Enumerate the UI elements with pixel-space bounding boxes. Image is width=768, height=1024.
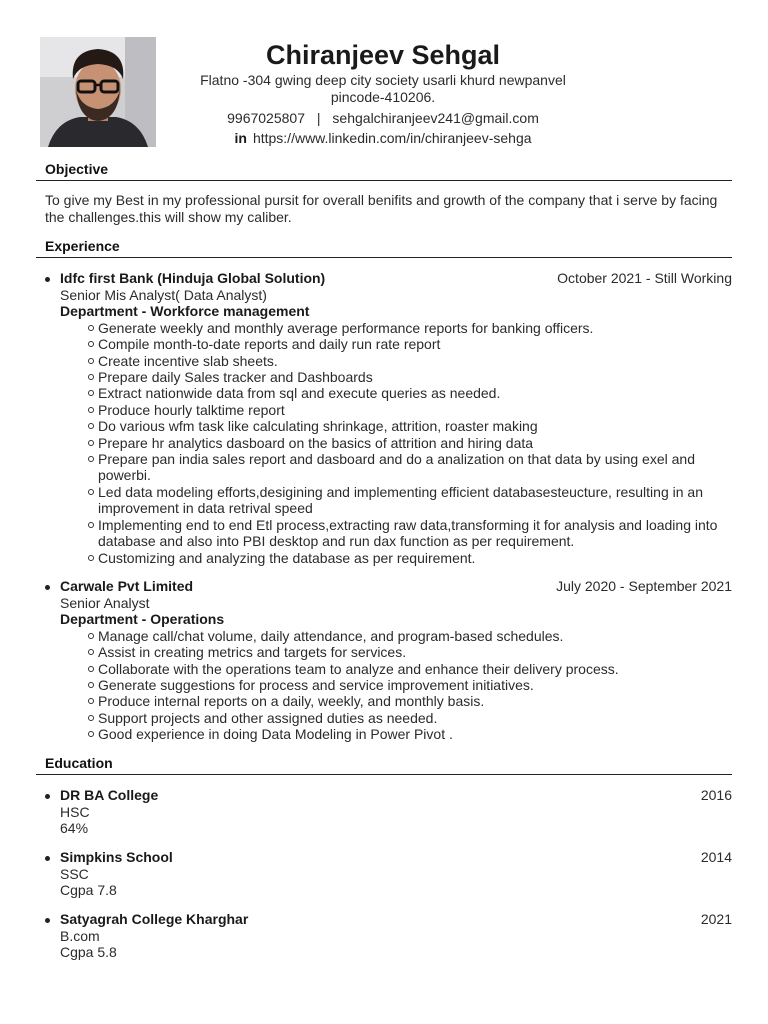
phone-number: 9967025807: [227, 110, 305, 126]
contact-separator: |: [316, 110, 321, 126]
email-link[interactable]: sehgalchiranjeev241@gmail.com: [332, 110, 539, 126]
linkedin-row: [180, 128, 586, 148]
education-entry-header: [45, 911, 732, 928]
education-entry: [45, 911, 732, 961]
company-name: Idfc first Bank (Hinduja Global Solution): [60, 270, 326, 286]
school-name: Simpkins School: [60, 849, 173, 865]
linkedin-icon: in: [234, 130, 247, 146]
school-name: DR BA College: [60, 787, 159, 803]
task-item: Produce internal reports on a daily, weekly, and monthly basis.: [98, 693, 732, 709]
bullet-icon: [45, 856, 50, 861]
task-item: Good experience in doing Data Modeling in Power Pivot .: [98, 726, 732, 742]
education-year: 2014: [700, 849, 732, 865]
task-item: Prepare daily Sales tracker and Dashboards: [98, 369, 732, 385]
school-name: Satyagrah College Kharghar: [60, 911, 249, 927]
education-score: 64%: [60, 820, 89, 837]
profile-photo: [40, 37, 156, 147]
profile-photo-image: [40, 37, 156, 147]
candidate-name: Chiranjeev Sehgal: [265, 40, 501, 70]
task-item: Manage call/chat volume, daily attendance, and program-based schedules.: [98, 628, 732, 644]
objective-divider: [36, 180, 732, 181]
task-item: Create incentive slab sheets.: [98, 353, 732, 369]
task-item: Led data modeling efforts,desigining and implementing efficient databasesteucture, resulting in an improvement in data retrival speed: [98, 484, 732, 517]
task-item: Do various wfm task like calculating shrinkage, attrition, roaster making: [98, 418, 732, 434]
education-degree: HSC: [60, 804, 90, 820]
address-line-1: Flatno -304 gwing deep city society usarli khurd newpanvel: [200, 72, 566, 88]
education-year: 2016: [700, 787, 732, 803]
experience-heading: Experience: [45, 238, 120, 254]
experience-entry: [45, 270, 732, 566]
task-item: Extract nationwide data from sql and execute queries as needed.: [98, 385, 732, 401]
job-department: Department - Workforce management: [60, 303, 310, 320]
bullet-icon: [45, 918, 50, 923]
education-score: Cgpa 5.8: [60, 944, 117, 961]
task-item: Collaborate with the operations team to analyze and enhance their delivery process.: [98, 661, 732, 677]
task-item: Support projects and other assigned duties as needed.: [98, 710, 732, 726]
task-item: Generate suggestions for process and service improvement initiatives.: [98, 677, 732, 693]
experience-entry: [45, 578, 732, 743]
education-degree: SSC: [60, 866, 89, 882]
task-item: Generate weekly and monthly average performance reports for banking officers.: [98, 320, 732, 336]
task-list: [45, 320, 732, 566]
linkedin-link[interactable]: https://www.linkedin.com/in/chiranjeev-sehga: [252, 130, 532, 146]
education-degree: B.com: [60, 928, 100, 944]
experience-divider: [36, 257, 732, 258]
education-entry-header: [45, 787, 732, 804]
education-heading: Education: [45, 755, 113, 771]
education-year: 2021: [700, 911, 732, 927]
job-role: Senior Mis Analyst( Data Analyst): [60, 287, 267, 303]
address-line-2: pincode-410206.: [330, 89, 436, 105]
task-item: Prepare hr analytics dasboard on the basics of attrition and hiring data: [98, 435, 732, 451]
job-department: Department - Operations: [60, 611, 225, 628]
education-divider: [36, 774, 732, 775]
objective-heading: Objective: [45, 161, 109, 177]
resume-header: [180, 38, 586, 148]
bullet-icon: [45, 585, 50, 590]
bullet-icon: [45, 277, 50, 282]
education-score: Cgpa 7.8: [60, 882, 117, 899]
education-entry-header: [45, 849, 732, 866]
experience-entry-header: [45, 578, 732, 595]
task-item: Customizing and analyzing the database as per requirement.: [98, 550, 732, 566]
bullet-icon: [45, 794, 50, 799]
company-name: Carwale Pvt Limited: [60, 578, 194, 594]
task-item: Assist in creating metrics and targets for services.: [98, 644, 732, 660]
contact-row: [180, 108, 586, 128]
objective-text: To give my Best in my professional pursit for overall benifits and growth of the company that i serve by facing the challenges.this will show my caliber.: [45, 192, 718, 225]
experience-entry-header: [45, 270, 732, 287]
education-entry: [45, 849, 732, 899]
task-item: Compile month-to-date reports and daily run rate report: [98, 336, 732, 352]
task-item: Produce hourly talktime report: [98, 402, 732, 418]
task-list: [45, 628, 732, 743]
education-entry: [45, 787, 732, 837]
job-dates: October 2021 - Still Working: [557, 270, 732, 286]
job-dates: July 2020 - September 2021: [556, 578, 732, 594]
task-item: Implementing end to end Etl process,extracting raw data,transforming it for analysis and loading into database and also into PBI desktop and run dax function as per requirement.: [98, 517, 732, 550]
job-role: Senior Analyst: [60, 595, 150, 611]
task-item: Prepare pan india sales report and dasboard and do a analization on that data by using exel and powerbi.: [98, 451, 732, 484]
